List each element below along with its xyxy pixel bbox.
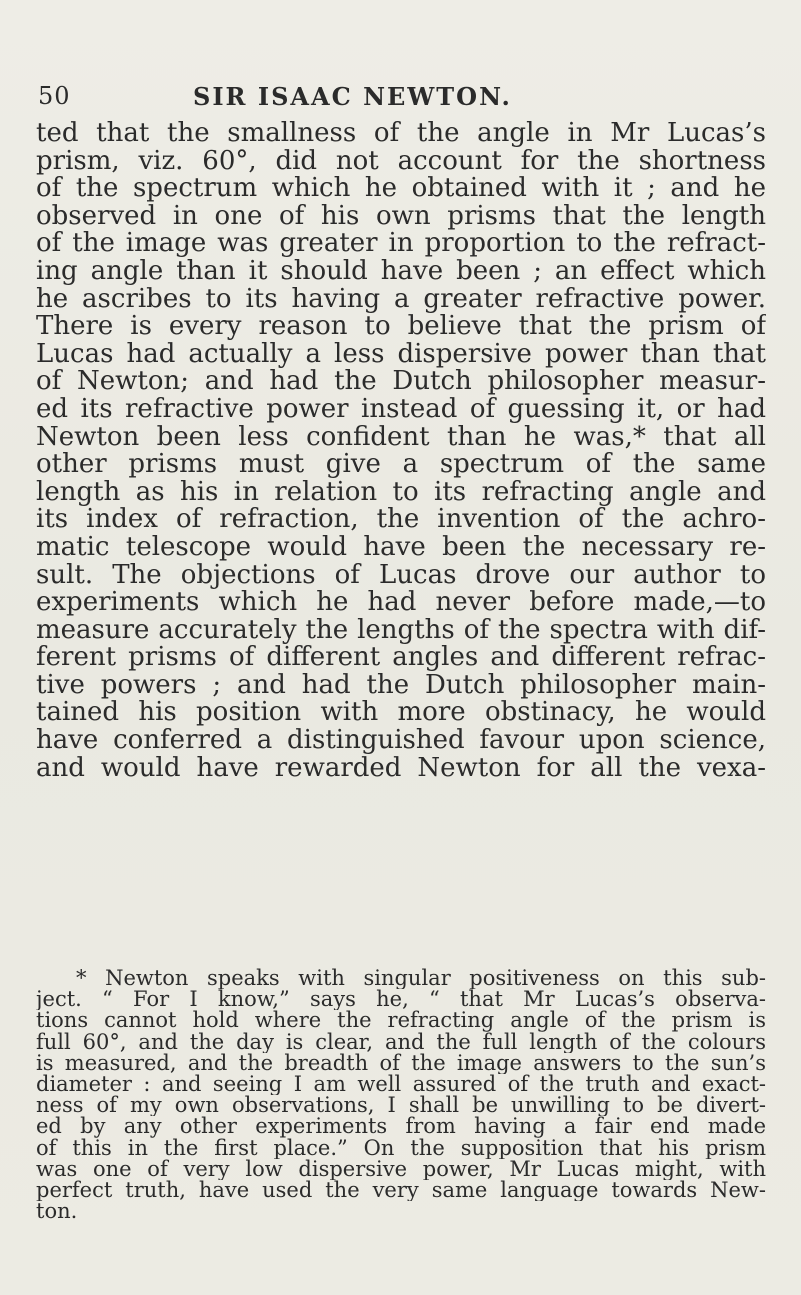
footnote-line: ness of my own observations, I shall be unwilling to be divert- — [36, 1095, 766, 1117]
body-line: matic telescope would have been the necessary re- — [36, 533, 766, 562]
footnote-line: ed by any other experiments from having a fair end made — [36, 1116, 766, 1138]
footnote-line: * Newton speaks with singular positiveness on this sub- — [76, 968, 766, 990]
body-line: ed its refractive power instead of guessing it, or had — [36, 395, 766, 424]
page-header — [38, 82, 758, 116]
body-line: he ascribes to its having a greater refractive power. — [36, 285, 766, 314]
body-line: measure accurately the lengths of the spectra with dif- — [36, 616, 766, 645]
footnote-line: ton. — [36, 1201, 78, 1223]
body-line: prism, viz. 60°, did not account for the shortness — [36, 147, 766, 176]
footnote-line: was one of very low dispersive power, Mr Lucas might, with — [36, 1158, 766, 1180]
body-line: tive powers ; and had the Dutch philosopher main- — [36, 671, 766, 700]
body-line: observed in one of his own prisms that the length — [36, 202, 766, 231]
body-line: ted that the smallness of the angle in Mr Lucas’s — [36, 120, 766, 148]
body-line: experiments which he had never before made,—to — [36, 589, 766, 617]
footnote — [36, 968, 766, 1222]
body-line: have conferred a distinguished favour upon science, — [36, 727, 766, 755]
footnote-line: is measured, and the breadth of the image answers to the sun’s — [36, 1052, 766, 1074]
body-line: Lucas had actually a less dispersive power than that — [36, 340, 766, 369]
running-title: SIR ISAAC NEWTON. — [193, 82, 512, 111]
body-line: of Newton; and had the Dutch philosopher measur- — [36, 368, 766, 396]
footnote-line: full 60°, and the day is clear, and the full length of the colours — [36, 1031, 766, 1053]
body-line: sult. The objections of Lucas drove our author to — [36, 561, 766, 590]
body-line: There is every reason to believe that the prism of — [36, 313, 766, 341]
body-line: of the image was greater in proportion to the refract- — [36, 230, 766, 258]
footnote-line: perfect truth, have used the very same language towards New- — [36, 1179, 766, 1202]
body-line: tained his position with more obstinacy, he would — [36, 699, 766, 728]
body-line: and would have rewarded Newton for all the vexa- — [36, 754, 766, 783]
footnote-line: tions cannot hold where the refracting angle of the prism is — [36, 1010, 766, 1032]
footnote-line: of this in the first place.” On the supposition that his prism — [36, 1137, 766, 1159]
body-line: ing angle than it should have been ; an effect which — [36, 257, 766, 286]
body-line: Newton been less confident than he was,* that all — [36, 423, 766, 452]
body-line: length as his in relation to its refracting angle and — [36, 478, 766, 507]
body-line: of the spectrum which he obtained with it ; and he — [36, 175, 766, 203]
body-line: its index of refraction, the invention of the achro- — [36, 506, 766, 534]
page-number: 50 — [38, 82, 71, 110]
body-line: other prisms must give a spectrum of the same — [36, 451, 766, 479]
body-line: ferent prisms of different angles and different refrac- — [36, 644, 766, 672]
body-text — [36, 120, 766, 782]
footnote-line: diameter : and seeing I am well assured of the truth and exact- — [36, 1073, 766, 1096]
footnote-line: ject. “ For I know,” says he, “ that Mr Lucas’s observa- — [36, 989, 766, 1011]
